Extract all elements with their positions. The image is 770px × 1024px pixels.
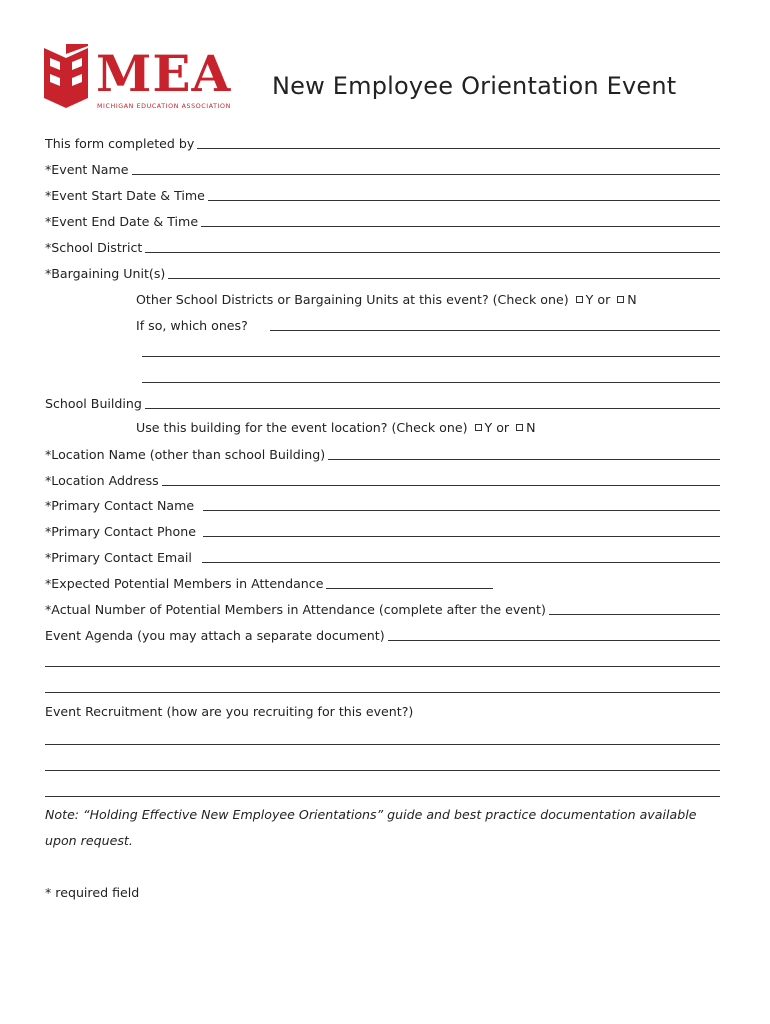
required-field-note: * required field bbox=[45, 885, 140, 900]
location-name-field[interactable] bbox=[328, 448, 720, 460]
event-agenda-field-3[interactable] bbox=[45, 681, 720, 693]
bargaining-units-label: *Bargaining Unit(s) bbox=[45, 266, 166, 281]
completed-by-row bbox=[45, 130, 720, 152]
contact-phone-label: *Primary Contact Phone bbox=[45, 524, 196, 539]
event-name-label: *Event Name bbox=[45, 162, 129, 177]
other-districts-no-checkbox[interactable] bbox=[617, 296, 624, 303]
location-name-row bbox=[45, 441, 720, 463]
other-districts-label: Other School Districts or Bargaining Units at this event? (Check one) bbox=[136, 292, 569, 307]
if-so-label: If so, which ones? bbox=[136, 318, 248, 333]
event-end-row bbox=[45, 208, 720, 230]
use-building-label: Use this building for the event location? (Check one) bbox=[136, 420, 468, 435]
completed-by-field[interactable] bbox=[197, 137, 720, 149]
expected-members-label: *Expected Potential Members in Attendance bbox=[45, 576, 324, 591]
use-building-yes-label: Y or bbox=[484, 420, 510, 435]
school-district-label: *School District bbox=[45, 240, 143, 255]
use-building-no-label: N bbox=[526, 420, 536, 435]
bargaining-units-row bbox=[45, 260, 720, 282]
mea-logo bbox=[44, 44, 244, 116]
event-agenda-field-2[interactable] bbox=[45, 655, 720, 667]
school-district-field[interactable] bbox=[145, 241, 720, 253]
expected-members-field[interactable] bbox=[326, 577, 493, 589]
location-name-label: *Location Name (other than school Building) bbox=[45, 447, 326, 462]
event-recruitment-row-1 bbox=[45, 726, 720, 748]
event-agenda-extra-row-1 bbox=[45, 648, 720, 670]
event-recruitment-row-3 bbox=[45, 778, 720, 800]
event-start-row bbox=[45, 182, 720, 204]
event-recruitment-field-3[interactable] bbox=[45, 785, 720, 797]
contact-name-field[interactable] bbox=[203, 499, 720, 511]
use-building-yes-checkbox[interactable] bbox=[475, 424, 482, 431]
note-line-1: Note: “Holding Effective New Employee Orientations” guide and best practice documentation available bbox=[45, 807, 697, 822]
logo-wordmark: MEA bbox=[96, 44, 232, 103]
document-title: New Employee Orientation Event bbox=[272, 72, 677, 100]
event-recruitment-field-1[interactable] bbox=[45, 733, 720, 745]
contact-email-label: *Primary Contact Email bbox=[45, 550, 192, 565]
event-name-row bbox=[45, 156, 720, 178]
other-districts-yes-label: Y or bbox=[585, 292, 611, 307]
if-so-extra-row-2 bbox=[142, 364, 720, 386]
bargaining-units-field[interactable] bbox=[168, 267, 720, 279]
event-end-field[interactable] bbox=[201, 215, 720, 227]
contact-phone-row bbox=[45, 518, 720, 540]
event-name-field[interactable] bbox=[132, 163, 720, 175]
location-address-label: *Location Address bbox=[45, 473, 159, 488]
event-agenda-row bbox=[45, 622, 720, 644]
school-building-field[interactable] bbox=[145, 397, 720, 409]
actual-members-row bbox=[45, 596, 720, 618]
event-recruitment-row-2 bbox=[45, 752, 720, 774]
contact-name-label: *Primary Contact Name bbox=[45, 498, 195, 513]
contact-phone-field[interactable] bbox=[203, 525, 720, 537]
location-address-field[interactable] bbox=[162, 474, 720, 486]
actual-members-label: *Actual Number of Potential Members in Attendance (complete after the event) bbox=[45, 602, 546, 617]
contact-name-row bbox=[45, 492, 720, 514]
location-address-row bbox=[45, 467, 720, 489]
if-so-field-3[interactable] bbox=[142, 371, 720, 383]
contact-email-row bbox=[45, 544, 720, 566]
event-agenda-label: Event Agenda (you may attach a separate document) bbox=[45, 628, 385, 643]
event-start-field[interactable] bbox=[208, 189, 720, 201]
use-building-question bbox=[136, 420, 536, 436]
event-recruitment-label: Event Recruitment (how are you recruiting for this event?) bbox=[45, 704, 414, 719]
event-agenda-field[interactable] bbox=[388, 629, 720, 641]
if-so-row bbox=[136, 312, 720, 334]
if-so-field-2[interactable] bbox=[142, 345, 720, 357]
other-districts-yes-checkbox[interactable] bbox=[576, 296, 583, 303]
contact-email-field[interactable] bbox=[202, 551, 720, 563]
use-building-no-checkbox[interactable] bbox=[516, 424, 523, 431]
other-districts-no-label: N bbox=[627, 292, 637, 307]
school-district-row bbox=[45, 234, 720, 256]
other-districts-question bbox=[136, 292, 637, 308]
event-end-label: *Event End Date & Time bbox=[45, 214, 199, 229]
completed-by-label: This form completed by bbox=[45, 136, 195, 151]
if-so-field[interactable] bbox=[270, 319, 720, 331]
actual-members-field[interactable] bbox=[549, 603, 720, 615]
school-building-row bbox=[45, 390, 720, 412]
mea-logo-mark-icon bbox=[44, 44, 88, 108]
school-building-label: School Building bbox=[45, 396, 142, 411]
event-agenda-extra-row-2 bbox=[45, 674, 720, 696]
if-so-extra-row-1 bbox=[142, 338, 720, 360]
document-header bbox=[0, 0, 770, 120]
note-line-2: upon request. bbox=[45, 833, 133, 848]
event-start-label: *Event Start Date & Time bbox=[45, 188, 205, 203]
event-recruitment-field-2[interactable] bbox=[45, 759, 720, 771]
expected-members-row bbox=[45, 570, 720, 592]
logo-subtitle: MICHIGAN EDUCATION ASSOCIATION bbox=[97, 103, 231, 110]
